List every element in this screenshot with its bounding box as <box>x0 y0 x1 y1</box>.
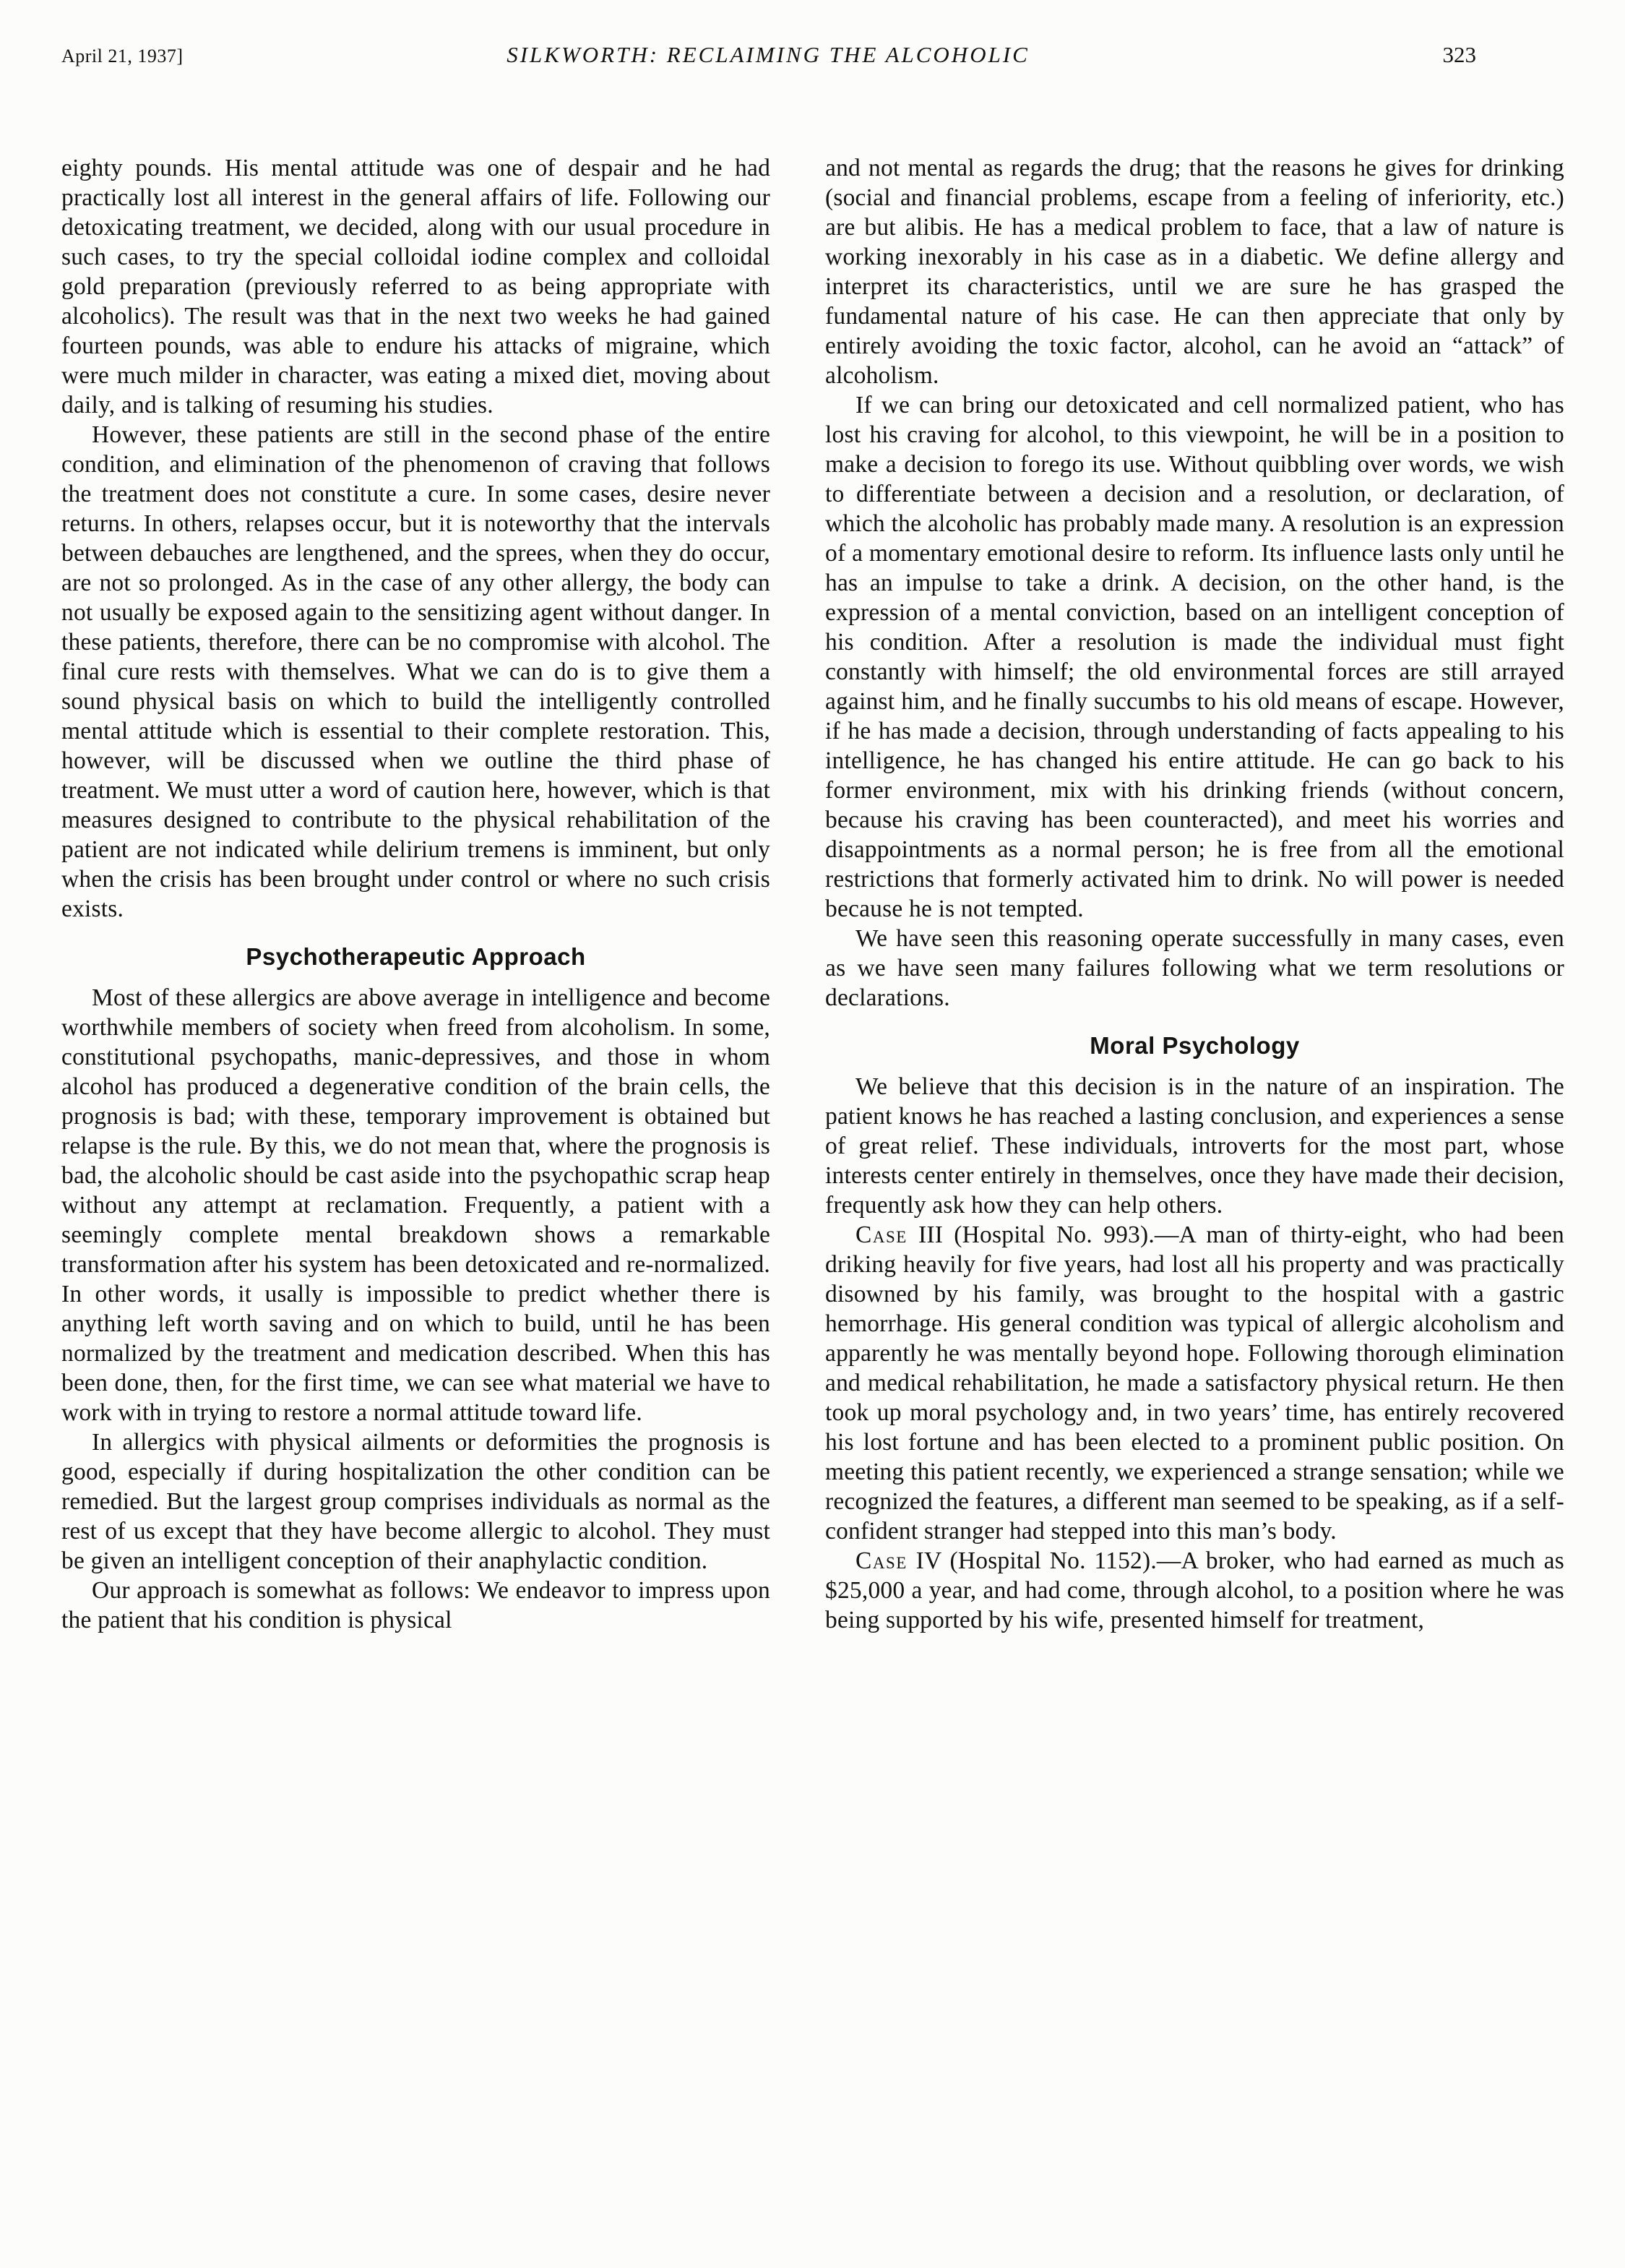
issue-date: April 21, 1937] <box>61 46 184 66</box>
paragraph: eighty pounds. His mental attitude was one of despair and he had practically lost all interest in the general affairs of life. Following our detoxicating treatment, we decided, along with our usual procedure in such cases, to try the special colloidal iodine complex and colloidal gold preparation (previously referred to as being appropriate with alcoholics). The result was that in the next two weeks he had gained fourteen pounds, was able to endure his attacks of migraine, which were much milder in character, was eating a mixed diet, moving about daily, and is talking of resuming his studies. <box>61 155 771 418</box>
paragraph: If we can bring our detoxicated and cell normalized patient, who has lost his craving for alcohol, to this viewpoint, he will be in a position to make a decision to forego its use. Without quibbling over words, we wish to differentiate between a decision and a resolution, or declaration, of which the alcoholic has probably made many. A resolution is an expression of a momentary emotional desire to reform. Its influence lasts only until he has an impulse to take a drink. A decision, on the other hand, is the expression of a mental conviction, based on an intelligent conception of his condition. After a resolution is made the individual must fight constantly with himself; the old environmental forces are still arrayed against him, and he finally succumbs to his old means of escape. However, if he has made a decision, through understanding of facts appealing to his intelligence, he has changed his entire attitude. He can go back to his former environment, mix with his drinking friends (without concern, because his craving has been counteracted), and meet his worries and disappointments as a normal person; he is free from all the emotional restrictions that formerly activated him to drink. No will power is needed because he is not tempted. <box>825 392 1564 922</box>
paragraph: Most of these allergics are above average in intelligence and become worthwhile members of society when freed from alcoholism. In some, constitutional psychopaths, manic-depressives, and those in whom alcohol has produced a degenerative condition of the brain cells, the prognosis is bad; with these, temporary improvement is obtained but relapse is the rule. By this, we do not mean that, where the prognosis is bad, the alcoholic should be cast aside into the psychopathic scrap heap without any attempt at reclamation. Frequently, a patient with a seemingly complete mental breakdown shows a remarkable transformation after his system has been detoxicated and re-normalized. In other words, it usally is impossible to predict whether there is anything left worth saving and on which to build, until he has been normalized by the treatment and medication described. When this has been done, then, for the first time, we can see what material we have to work with in trying to restore a normal attitude toward life. <box>61 984 771 1426</box>
running-title: SILKWORTH: RECLAIMING THE ALCOHOLIC <box>507 42 1030 67</box>
case-label: Case <box>855 1547 908 1574</box>
paragraph: We have seen this reasoning operate successfully in many cases, even as we have seen many failures following what we term resolutions or declarations. <box>825 925 1564 1011</box>
column-right <box>825 153 1564 1635</box>
case-paragraph: Case III (Hospital No. 993).—A man of thirty-eight, who had been driking heavily for five years, had lost all his property and was practically disowned by his family, was brought to the hospital with a gastric hemorrhage. His general condition was typical of allergic alcoholism and apparently he was mentally beyond hope. Following thorough elimination and medical rehabilitation, he made a satisfactory physical return. He then took up moral psychology and, in two years’ time, has entirely recovered his lost fortune and has been elected to a prominent public position. On meeting this patient recently, we experienced a strange sensation; while we recognized the features, a different man seemed to be speaking, as if a self-confident stranger had stepped into this man’s body. <box>825 1221 1564 1545</box>
section-heading: Moral Psychology <box>1090 1032 1300 1059</box>
section-heading: Psychotherapeutic Approach <box>246 943 586 970</box>
column-left <box>61 153 770 1635</box>
paragraph: We believe that this decision is in the nature of an inspiration. The patient knows he has reached a lasting conclusion, and experiences a sense of great relief. These individuals, introverts for the most part, whose interests center entirely in themselves, once they have made their decision, frequently ask how they can help others. <box>825 1073 1564 1219</box>
page-number: 323 <box>1442 42 1476 67</box>
paragraph: Our approach is somewhat as follows: We endeavor to impress upon the patient that his condition is physical <box>61 1577 771 1633</box>
paragraph: and not mental as regards the drug; that the reasons he gives for drinking (social and financial problems, escape from a feeling of inferiority, etc.) are but alibis. He has a medical problem to face, that a law of nature is working inexorably in his case as in a diabetic. We define allergy and interpret its characteristics, until we are sure he has grasped the fundamental nature of his case. He can then appreciate that only by entirely avoiding the toxic factor, alcohol, can he avoid an “attack” of alcoholism. <box>825 155 1564 389</box>
page-header <box>61 42 1564 68</box>
case-paragraph: Case IV (Hospital No. 1152).—A broker, who had earned as much as $25,000 a year, and had come, through alcohol, to a position where he was being supported by his wife, presented himself for treatment, <box>825 1547 1564 1633</box>
paragraph: However, these patients are still in the second phase of the entire condition, and elimination of the phenomenon of craving that follows the treatment does not constitute a cure. In some cases, desire never returns. In others, relapses occur, but it is noteworthy that the intervals between debauches are lengthened, and the sprees, when they do occur, are not so prolonged. As in the case of any other allergy, the body can not usually be exposed again to the sensitizing agent without danger. In these patients, therefore, there can be no compromise with alcohol. The final cure rests with themselves. What we can do is to give them a sound physical basis on which to build the intelligently controlled mental attitude which is essential to their complete restoration. This, however, will be discussed when we outline the third phase of treatment. We must utter a word of caution here, however, which is that measures designed to contribute to the physical rehabilitation of the patient are not indicated while delirium tremens is imminent, but only when the crisis has been brought under control or where no such crisis exists. <box>61 421 771 922</box>
article-body <box>61 153 1564 1635</box>
case-label: Case <box>855 1221 908 1248</box>
paragraph: In allergics with physical ailments or deformities the prognosis is good, especially if during hospitalization the other condition can be remedied. But the largest group comprises individuals as normal as the rest of us except that they have become allergic to alcohol. They must be given an intelligent conception of their anaphylactic condition. <box>61 1429 771 1574</box>
